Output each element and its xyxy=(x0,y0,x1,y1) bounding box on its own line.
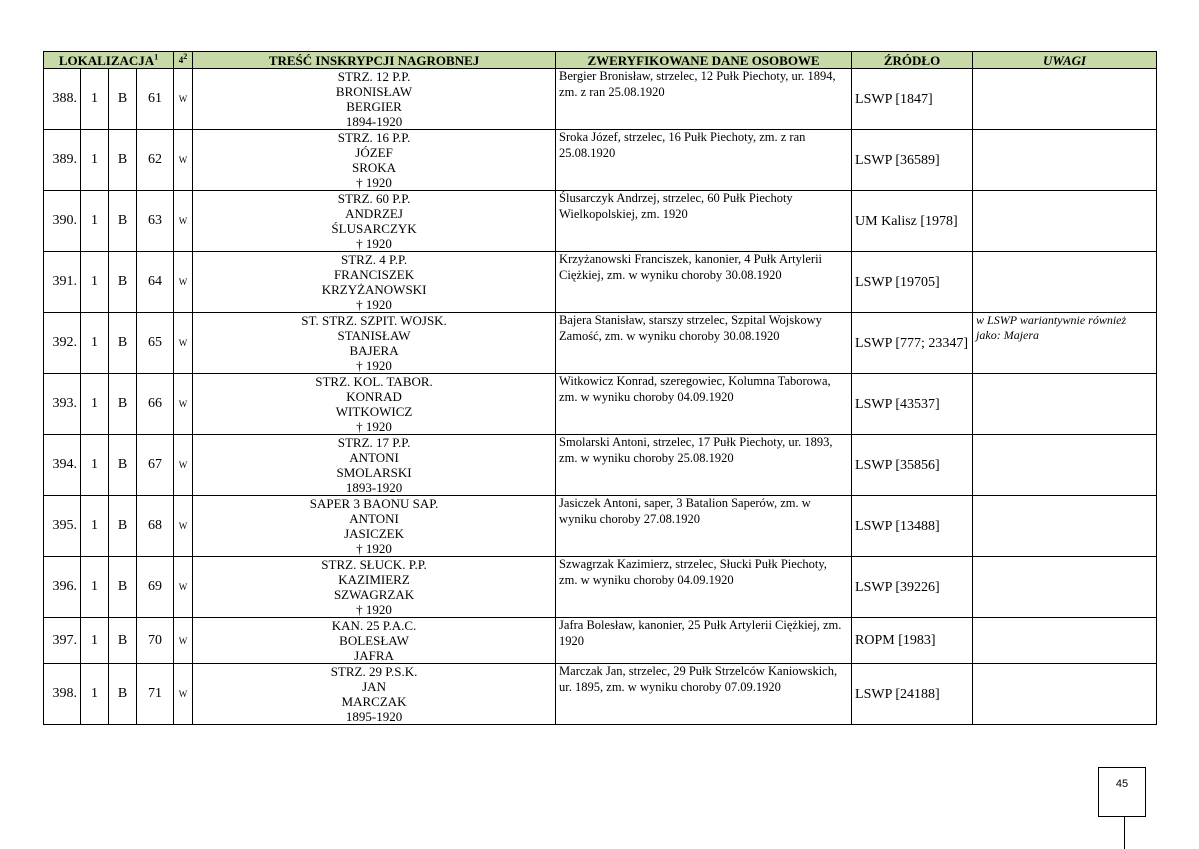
verified-data-cell: Sroka Józef, strzelec, 16 Pułk Piechoty, zm. z ran 25.08.1920 xyxy=(556,130,852,191)
grave-type: W xyxy=(174,435,193,496)
table-row xyxy=(44,252,1157,313)
inscription-cell xyxy=(193,496,556,557)
verified-data-cell: Witkowicz Konrad, szeregowiec, Kolumna Taborowa, zm. w wyniku choroby 04.09.1920 xyxy=(556,374,852,435)
location-row: B xyxy=(109,664,137,725)
location-row: B xyxy=(109,313,137,374)
grave-type: W xyxy=(174,557,193,618)
notes-cell xyxy=(973,374,1157,435)
table-row xyxy=(44,496,1157,557)
source-cell: LSWP [36589] xyxy=(852,130,973,191)
row-number: 398. xyxy=(44,664,81,725)
location-row: B xyxy=(109,252,137,313)
source-cell: ROPM [1983] xyxy=(852,618,973,664)
inscription-cell xyxy=(193,664,556,725)
inscription-line: STRZ. 60 P.P. xyxy=(337,191,411,206)
notes-cell xyxy=(973,130,1157,191)
notes-cell xyxy=(973,618,1157,664)
location-row: B xyxy=(109,557,137,618)
inscription-cell xyxy=(193,557,556,618)
inscription-line: JAFRA xyxy=(354,648,394,663)
table-header-row xyxy=(44,52,1157,69)
inscription-line: 1895-1920 xyxy=(345,709,403,724)
inscription-line: JÓZEF xyxy=(355,145,393,160)
source-cell: LSWP [35856] xyxy=(852,435,973,496)
verified-data-cell: Bergier Bronisław, strzelec, 12 Pułk Piechoty, ur. 1894, zm. z ran 25.08.1920 xyxy=(556,69,852,130)
table-row xyxy=(44,191,1157,252)
inscription-line: † 1920 xyxy=(356,358,392,373)
source-cell: LSWP [24188] xyxy=(852,664,973,725)
inscription-line: ŚLUSARCZYK xyxy=(331,221,417,236)
inscription-line: STRZ. 12 P.P. xyxy=(337,69,411,84)
page-number: 45 xyxy=(1115,778,1129,790)
table-row xyxy=(44,130,1157,191)
table-row xyxy=(44,618,1157,664)
inscription-cell xyxy=(193,374,556,435)
row-number: 396. xyxy=(44,557,81,618)
notes-cell xyxy=(973,191,1157,252)
inscription-line: SMOLARSKI xyxy=(336,465,412,480)
location-grave: 71 xyxy=(137,664,174,725)
verified-data-cell: Ślusarczyk Andrzej, strzelec, 60 Pułk Piechoty Wielkopolskiej, zm. 1920 xyxy=(556,191,852,252)
inscription-cell xyxy=(193,435,556,496)
inscription-line: STANISŁAW xyxy=(337,328,411,343)
inscription-line: † 1920 xyxy=(356,541,392,556)
inscription-cell xyxy=(193,130,556,191)
inscription-cell xyxy=(193,252,556,313)
grave-type: W xyxy=(174,618,193,664)
inscription-line: STRZ. KOL. TABOR. xyxy=(315,374,433,389)
location-quarter: 1 xyxy=(81,435,109,496)
inscription-line: KAZIMIERZ xyxy=(338,572,410,587)
inscription-line: BOLESŁAW xyxy=(339,633,409,648)
inscription-cell xyxy=(193,191,556,252)
table-row xyxy=(44,664,1157,725)
inscription-line: ANDRZEJ xyxy=(345,206,403,221)
row-number: 390. xyxy=(44,191,81,252)
inscription-line: † 1920 xyxy=(356,175,392,190)
inscription-cell xyxy=(193,313,556,374)
header-col4: 42 xyxy=(174,52,193,69)
location-quarter: 1 xyxy=(81,374,109,435)
source-cell: LSWP [777; 23347] xyxy=(852,313,973,374)
inscription-line: STRZ. 17 P.P. xyxy=(337,435,411,450)
row-number: 389. xyxy=(44,130,81,191)
inscription-line: KONRAD xyxy=(346,389,402,404)
inscription-line: STRZ. 29 P.S.K. xyxy=(330,664,418,679)
verified-data-cell: Krzyżanowski Franciszek, kanonier, 4 Pułk Artylerii Ciężkiej, zm. w wyniku choroby 30.08.1920 xyxy=(556,252,852,313)
notes-cell xyxy=(973,557,1157,618)
grave-type: W xyxy=(174,664,193,725)
header-tresc: TREŚĆ INSKRYPCJI NAGROBNEJ xyxy=(193,52,556,69)
inscription-line: † 1920 xyxy=(356,236,392,251)
inscription-line: JASICZEK xyxy=(344,526,405,541)
verified-data-cell: Smolarski Antoni, strzelec, 17 Pułk Piechoty, ur. 1893, zm. w wyniku choroby 25.08.1920 xyxy=(556,435,852,496)
location-grave: 65 xyxy=(137,313,174,374)
inscription-line: BRONISŁAW xyxy=(335,84,413,99)
row-number: 393. xyxy=(44,374,81,435)
source-cell: LSWP [13488] xyxy=(852,496,973,557)
location-row: B xyxy=(109,496,137,557)
inscription-cell xyxy=(193,69,556,130)
location-grave: 68 xyxy=(137,496,174,557)
header-zrodlo: ŹRÓDŁO xyxy=(852,52,973,69)
notes-cell xyxy=(973,69,1157,130)
location-quarter: 1 xyxy=(81,313,109,374)
notes-cell: w LSWP wariantywnie również jako: Majera xyxy=(973,313,1157,374)
row-number: 397. xyxy=(44,618,81,664)
grave-type: W xyxy=(174,496,193,557)
location-quarter: 1 xyxy=(81,557,109,618)
location-quarter: 1 xyxy=(81,496,109,557)
inscription-line: SROKA xyxy=(352,160,397,175)
verified-data-cell: Szwagrzak Kazimierz, strzelec, Słucki Pułk Piechoty, zm. w wyniku choroby 04.09.1920 xyxy=(556,557,852,618)
verified-data-cell: Jafra Bolesław, kanonier, 25 Pułk Artylerii Ciężkiej, zm. 1920 xyxy=(556,618,852,664)
source-cell: UM Kalisz [1978] xyxy=(852,191,973,252)
table-row xyxy=(44,557,1157,618)
location-grave: 66 xyxy=(137,374,174,435)
inscription-line: BAJERA xyxy=(349,343,399,358)
location-grave: 67 xyxy=(137,435,174,496)
inscription-line: KAN. 25 P.A.C. xyxy=(331,618,417,633)
location-quarter: 1 xyxy=(81,69,109,130)
header-uwagi: UWAGI xyxy=(973,52,1157,69)
inscription-line: 1894-1920 xyxy=(345,114,403,129)
source-cell: LSWP [19705] xyxy=(852,252,973,313)
page-number-box xyxy=(1098,767,1146,817)
inscription-line: STRZ. SŁUCK. P.P. xyxy=(321,557,427,572)
location-row: B xyxy=(109,191,137,252)
source-cell: LSWP [1847] xyxy=(852,69,973,130)
inscription-line: JAN xyxy=(362,679,386,694)
table-row xyxy=(44,435,1157,496)
table-row xyxy=(44,69,1157,130)
inscription-line: STRZ. 4 P.P. xyxy=(340,252,408,267)
location-grave: 70 xyxy=(137,618,174,664)
source-cell: LSWP [39226] xyxy=(852,557,973,618)
inscription-line: SAPER 3 BAONU SAP. xyxy=(309,496,439,511)
row-number: 395. xyxy=(44,496,81,557)
grave-type: W xyxy=(174,313,193,374)
location-quarter: 1 xyxy=(81,618,109,664)
inscription-line: SZWAGRZAK xyxy=(333,587,415,602)
inscription-line: BERGIER xyxy=(346,99,402,114)
notes-cell xyxy=(973,664,1157,725)
location-grave: 64 xyxy=(137,252,174,313)
inscription-line: ANTONI xyxy=(349,511,399,526)
row-number: 391. xyxy=(44,252,81,313)
grave-type: W xyxy=(174,130,193,191)
verified-data-cell: Marczak Jan, strzelec, 29 Pułk Strzelców Kaniowskich, ur. 1895, zm. w wyniku choroby 07.09.1920 xyxy=(556,664,852,725)
location-quarter: 1 xyxy=(81,130,109,191)
grave-type: W xyxy=(174,191,193,252)
location-grave: 61 xyxy=(137,69,174,130)
inscription-line: ST. STRZ. SZPIT. WOJSK. xyxy=(301,313,447,328)
inscription-line: ANTONI xyxy=(349,450,399,465)
location-grave: 62 xyxy=(137,130,174,191)
inscription-line: KRZYŻANOWSKI xyxy=(321,282,427,297)
location-row: B xyxy=(109,69,137,130)
location-row: B xyxy=(109,374,137,435)
inscription-line: † 1920 xyxy=(356,602,392,617)
table-row xyxy=(44,374,1157,435)
location-row: B xyxy=(109,618,137,664)
inscription-line: 1893-1920 xyxy=(345,480,403,495)
source-cell: LSWP [43537] xyxy=(852,374,973,435)
inscription-cell xyxy=(193,618,556,664)
notes-cell xyxy=(973,252,1157,313)
grave-type: W xyxy=(174,69,193,130)
header-lokalizacja: LOKALIZACJA$^1$ xyxy=(44,52,174,69)
location-quarter: 1 xyxy=(81,252,109,313)
notes-cell xyxy=(973,496,1157,557)
grave-type: W xyxy=(174,252,193,313)
inscription-line: STRZ. 16 P.P. xyxy=(337,130,411,145)
header-dane: ZWERYFIKOWANE DANE OSOBOWE xyxy=(556,52,852,69)
row-number: 388. xyxy=(44,69,81,130)
burial-register-table xyxy=(43,51,1157,725)
location-grave: 63 xyxy=(137,191,174,252)
row-number: 392. xyxy=(44,313,81,374)
inscription-line: † 1920 xyxy=(356,297,392,312)
inscription-line: † 1920 xyxy=(356,419,392,434)
location-quarter: 1 xyxy=(81,664,109,725)
verified-data-cell: Jasiczek Antoni, saper, 3 Batalion Saperów, zm. w wyniku choroby 27.08.1920 xyxy=(556,496,852,557)
location-quarter: 1 xyxy=(81,191,109,252)
verified-data-cell: Bajera Stanisław, starszy strzelec, Szpital Wojskowy Zamość, zm. w wyniku choroby 30.08.1920 xyxy=(556,313,852,374)
inscription-line: WITKOWICZ xyxy=(335,404,413,419)
location-row: B xyxy=(109,435,137,496)
grave-type: W xyxy=(174,374,193,435)
page-number-line xyxy=(1124,817,1125,849)
notes-cell xyxy=(973,435,1157,496)
location-row: B xyxy=(109,130,137,191)
location-grave: 69 xyxy=(137,557,174,618)
table-row xyxy=(44,313,1157,374)
inscription-line: FRANCISZEK xyxy=(333,267,415,282)
row-number: 394. xyxy=(44,435,81,496)
inscription-line: MARCZAK xyxy=(341,694,407,709)
